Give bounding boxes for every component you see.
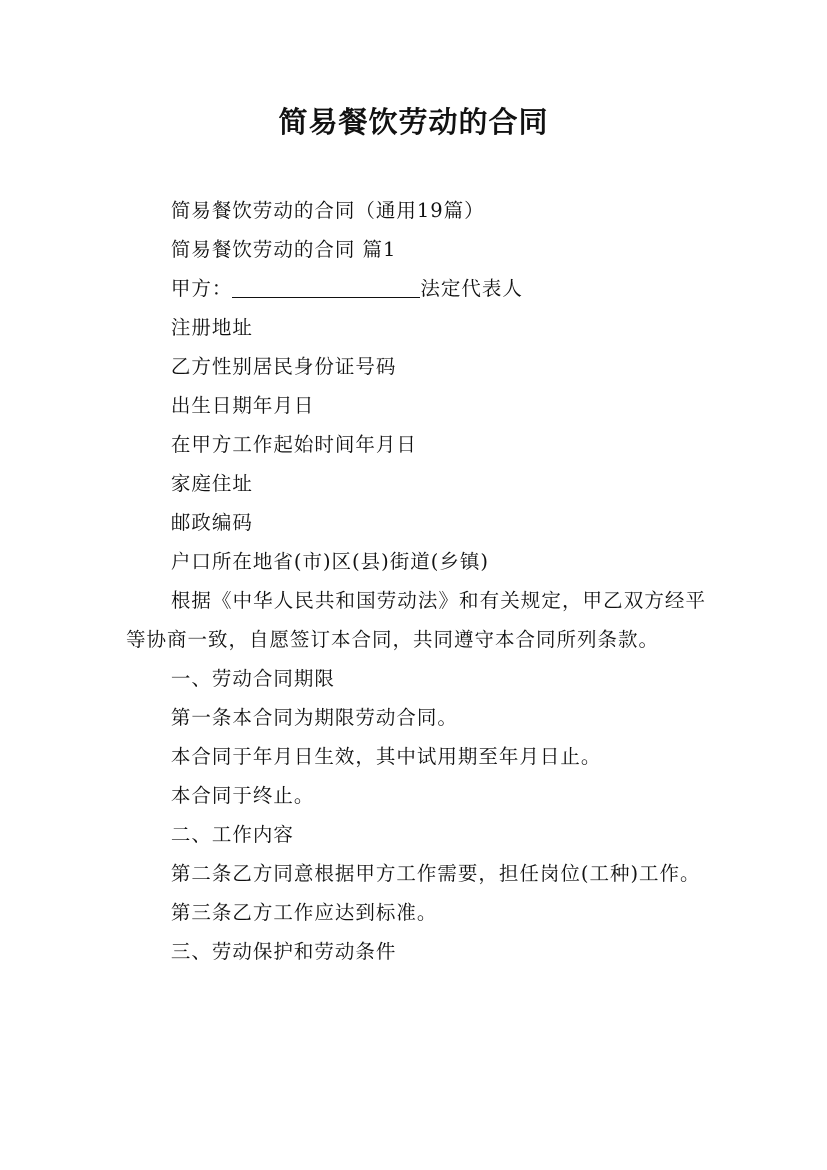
paragraph-registered-address: 注册地址 <box>170 316 253 339</box>
party-a-suffix: 法定代表人 <box>420 277 523 300</box>
paragraph-postal-code: 邮政编码 <box>170 511 253 534</box>
paragraph-party-a <box>126 269 706 308</box>
paragraph-home-address: 家庭住址 <box>170 472 253 495</box>
document-body <box>126 191 706 971</box>
paragraph-start-date: 在甲方工作起始时间年月日 <box>170 433 417 456</box>
party-a-blank <box>232 275 420 298</box>
party-a-label: 甲方： <box>170 277 233 300</box>
paragraph-birth-date: 出生日期年月日 <box>170 394 315 417</box>
paragraph-party-b-info: 乙方性别居民身份证号码 <box>170 355 397 378</box>
paragraph-household-registration: 户口所在地省(市)区(县)街道(乡镇) <box>170 550 489 573</box>
paragraph-heading-term: 一、劳动合同期限 <box>170 667 335 690</box>
paragraph-heading-work: 二、工作内容 <box>170 823 294 846</box>
paragraph-subtitle: 简易餐饮劳动的合同（通用19篇） <box>170 199 485 222</box>
paragraph-article-2: 第二条乙方同意根据甲方工作需要，担任岗位(工种)工作。 <box>170 862 701 885</box>
paragraph-termination: 本合同于终止。 <box>170 784 315 807</box>
paragraph-effective-date: 本合同于年月日生效，其中试用期至年月日止。 <box>170 745 602 768</box>
document-title: 简易餐饮劳动的合同 <box>278 105 549 139</box>
paragraph-section-heading: 简易餐饮劳动的合同 篇1 <box>170 238 397 261</box>
paragraph-preamble: 根据《中华人民共和国劳动法》和有关规定，甲乙双方经平等协商一致，自愿签订本合同，共同遵守本合同所列条款。 <box>126 589 706 651</box>
paragraph-article-3: 第三条乙方工作应达到标准。 <box>170 901 438 924</box>
paragraph-article-1: 第一条本合同为期限劳动合同。 <box>170 706 458 729</box>
paragraph-heading-protection: 三、劳动保护和劳动条件 <box>170 940 397 963</box>
